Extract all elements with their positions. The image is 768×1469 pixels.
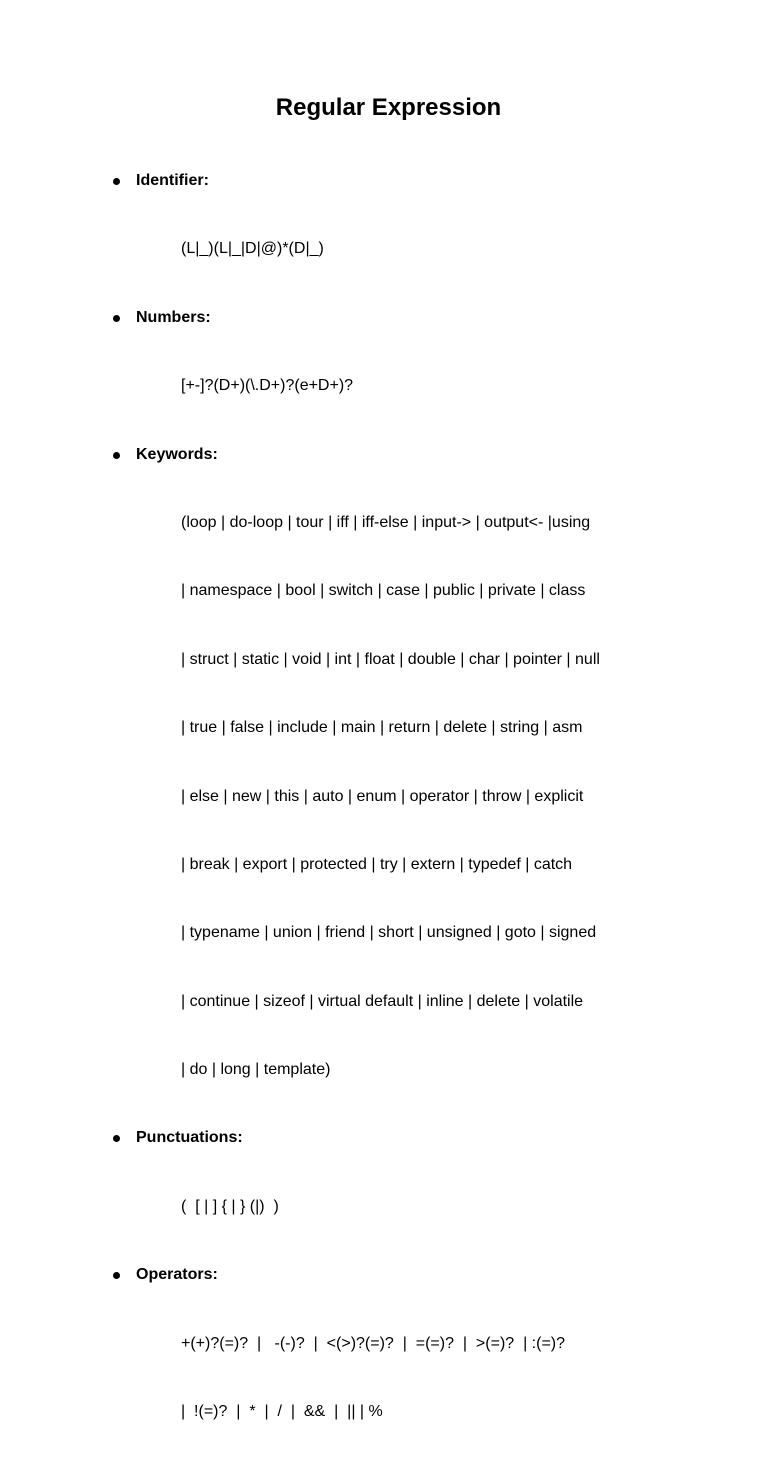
page-title: Regular Expression	[275, 94, 502, 121]
keyword-line: | struct | static | void | int | float | double | char | pointer | null	[181, 650, 600, 668]
section-heading-punctuations: Punctuations:	[136, 1129, 243, 1147]
section-heading-numbers: Numbers:	[136, 308, 211, 326]
section-body-keywords	[181, 466, 768, 1127]
section-punctuations	[0, 1127, 768, 1264]
keyword-line: (loop | do-loop | tour | iff | iff-else | input-> | output<- |using	[181, 513, 591, 531]
keyword-line: | do | long | template)	[181, 1061, 331, 1079]
keyword-line: | continue | sizeof | virtual default | inline | delete | volatile	[181, 992, 584, 1010]
section-heading-identifier: Identifier:	[136, 172, 209, 189]
operator-line: | !(=)? | * | / | && | || | %	[181, 1403, 383, 1421]
section-numbers	[0, 307, 768, 444]
keyword-line: | else | new | this | auto | enum | operator | throw | explicit	[181, 787, 584, 805]
section-body-operators	[181, 1287, 768, 1469]
regex-line: (L|_)(L|_|D|@)*(D|_)	[181, 240, 324, 258]
section-body-identifier	[181, 193, 768, 307]
section-body-punctuations	[181, 1150, 768, 1264]
section-heading-keywords: Keywords:	[136, 445, 218, 463]
regex-line: [+-]?(D+)(\.D+)?(e+D+)?	[181, 377, 354, 395]
bullet-icon	[113, 315, 120, 322]
keyword-line: | typename | union | friend | short | unsigned | goto | signed	[181, 924, 597, 942]
bullet-icon	[113, 452, 120, 459]
section-keywords	[0, 444, 768, 1128]
section-body-numbers	[181, 330, 768, 444]
regex-line: ( [ | ] { | } (|) )	[181, 1197, 279, 1215]
bullet-icon	[113, 1135, 120, 1142]
operator-line: +(+)?(=)? | -(-)? | <(>)?(=)? | =(=)? | >(=)? | :(=)?	[181, 1334, 566, 1352]
bullet-icon	[113, 178, 120, 185]
keyword-line: | true | false | include | main | return | delete | string | asm	[181, 719, 583, 737]
section-heading-operators: Operators:	[136, 1266, 218, 1284]
section-operators	[0, 1264, 768, 1469]
keyword-line: | break | export | protected | try | extern | typedef | catch	[181, 855, 573, 873]
bullet-icon	[113, 1272, 120, 1279]
regex-section-list	[0, 170, 768, 1469]
keyword-line: | namespace | bool | switch | case | public | private | class	[181, 582, 586, 600]
section-identifier	[0, 170, 768, 307]
